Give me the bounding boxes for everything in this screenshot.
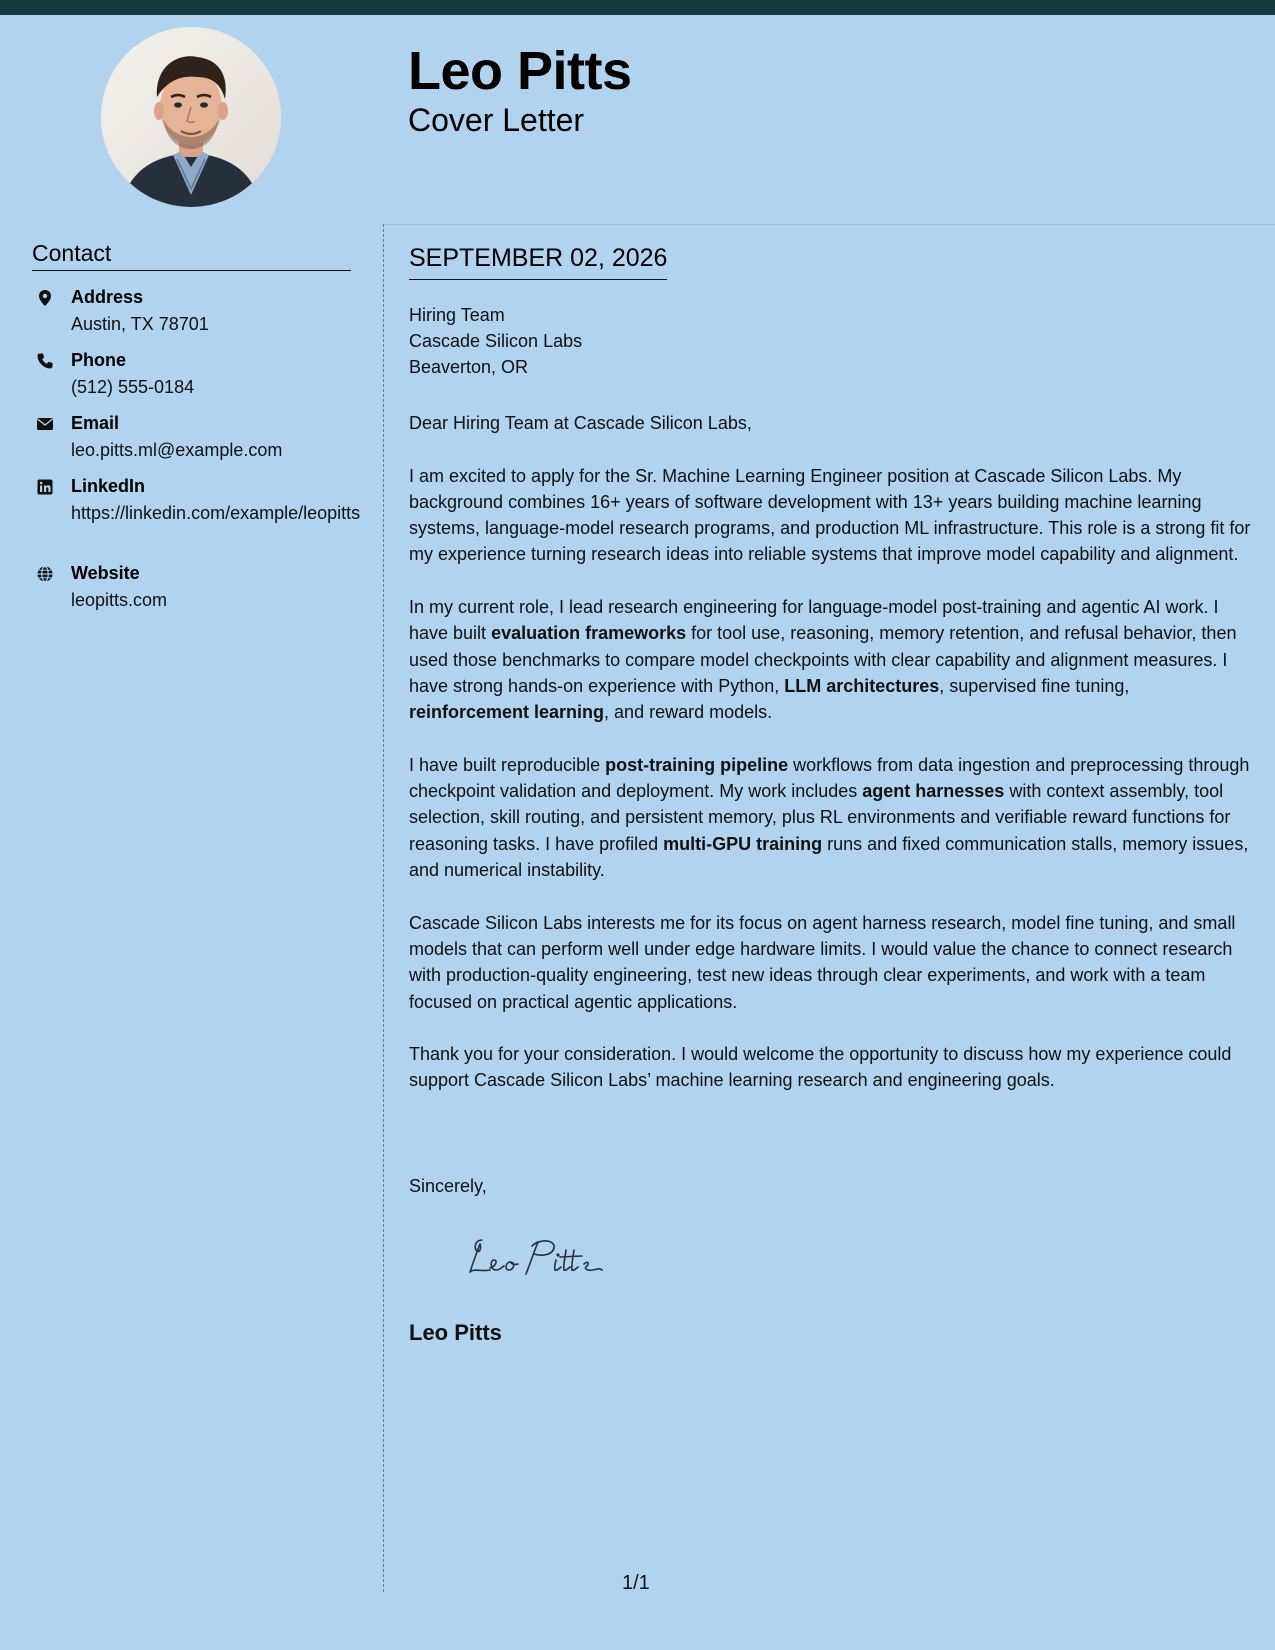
map-pin-icon: [36, 289, 54, 307]
linkedin-icon: [36, 478, 54, 496]
handwritten-signature: [460, 1232, 630, 1282]
linkedin-link[interactable]: https://linkedin.com/example/leopitts: [71, 503, 361, 523]
phone-icon: [36, 352, 54, 370]
page-number: 1/1: [622, 1572, 650, 1594]
contact-value: Austin, TX 78701: [71, 314, 209, 334]
paragraph-thanks: Thank you for your consideration. I would welcome the opportunity to discuss how my experience could support Cascade Silicon Labs’ machine learning research and engineering goals.: [409, 1044, 1232, 1091]
column-divider: [383, 224, 384, 1592]
contact-label: Website: [71, 563, 140, 583]
letter-date: SEPTEMBER 02, 2026: [409, 244, 667, 280]
envelope-icon: [36, 415, 54, 433]
contact-value: (512) 555-0184: [71, 377, 195, 397]
globe-icon: [36, 565, 54, 583]
avatar: [101, 27, 281, 207]
contact-label: Phone: [71, 350, 127, 370]
top-bar: [0, 0, 1275, 15]
paragraph-pipelines: I have built reproducible post-training pipeline workflows from data ingestion and preprocessing through checkpoint validation and deployment. My work includes agent harnesses with context assembly, tool selection, skill routing, and persistent memory, plus RL environments and verifiable reward functions for reasoning tasks. I have profiled multi-GPU training runs and fixed communication stalls, memory issues, and numerical instability.: [409, 754, 1250, 881]
salutation: Dear Hiring Team at Cascade Silicon Labs,: [409, 413, 752, 433]
recipient-line: Beaverton, OR: [409, 357, 529, 377]
name-title: Leo Pitts: [408, 41, 632, 101]
closing: Sincerely,: [409, 1176, 487, 1196]
paragraph-company-interest: Cascade Silicon Labs interests me for its focus on agent harness research, model fine tuning, and small models that can perform well under edge hardware limits. I would value the chance to connect research with production-quality engineering, test new ideas through clear experiments, and work with a team focused on practical agentic applications.: [409, 912, 1236, 1012]
recipient-line: Cascade Silicon Labs: [409, 331, 583, 351]
contact-label: Email: [71, 413, 120, 433]
document-subtitle: Cover Letter: [408, 102, 585, 138]
header-divider: [382, 224, 1275, 225]
recipient-line: Hiring Team: [409, 305, 505, 325]
paragraph-current-role: In my current role, I lead research engineering for language-model post-training and agentic AI work. I have built evaluation frameworks for tool use, reasoning, memory retention, and refusal behavior, then used those benchmarks to compare model checkpoints with clear capability and alignment measures. I have strong hands-on experience with Python, LLM architectures, supervised fine tuning, reinforcement learning, and reward models.: [409, 597, 1237, 723]
letter-body: [409, 410, 1254, 1120]
email-link[interactable]: leo.pitts.ml@example.com: [71, 440, 283, 460]
recipient-block: [409, 302, 582, 380]
signer-name: Leo Pitts: [409, 1320, 502, 1345]
contact-heading: Contact: [32, 240, 351, 271]
paragraph-intro: I am excited to apply for the Sr. Machine Learning Engineer position at Cascade Silicon Labs. My background combines 16+ years of software development with 13+ years building machine learning systems, language-model research programs, and production ML infrastructure. This role is a strong fit for my experience turning research ideas into reliable systems that improve model capability and alignment.: [409, 465, 1251, 565]
contact-label: Address: [71, 287, 144, 307]
contact-label: LinkedIn: [71, 476, 146, 496]
website-link[interactable]: leopitts.com: [71, 590, 168, 610]
